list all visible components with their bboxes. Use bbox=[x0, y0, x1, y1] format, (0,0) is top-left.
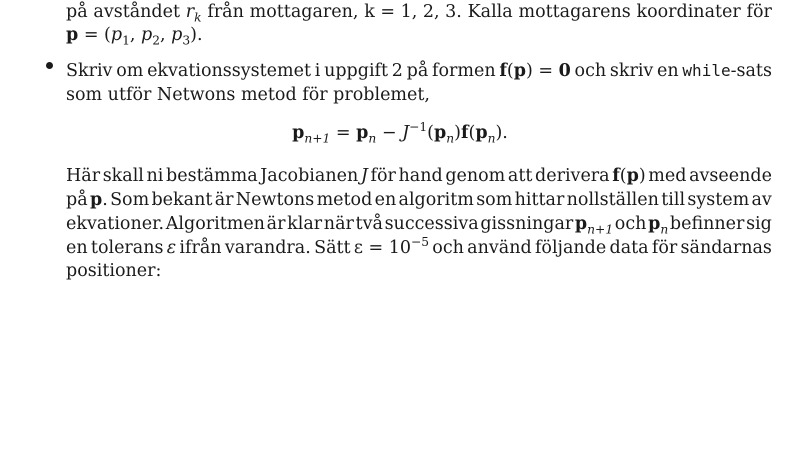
word: för bbox=[370, 166, 396, 186]
math-symbol: ). bbox=[190, 25, 203, 45]
word: avståndet bbox=[93, 2, 181, 22]
math-epsilon: ε bbox=[166, 238, 177, 258]
word: algoritm bbox=[398, 190, 474, 210]
word: till bbox=[661, 190, 686, 210]
word: sändarnas bbox=[680, 238, 772, 258]
word: derivera bbox=[535, 166, 610, 186]
math-symbol: = ( bbox=[78, 25, 111, 45]
word: följande bbox=[534, 238, 607, 258]
math-p-n-plus-1: $p_{n+1}$ bbox=[574, 214, 614, 237]
newton-equation: $p_{n+1} = p_n - J^{-1}(p_n)f(p_n)$. bbox=[292, 120, 508, 146]
word: Sätt bbox=[314, 238, 351, 258]
word: metod bbox=[316, 190, 373, 210]
word: när bbox=[323, 214, 354, 234]
word: använd bbox=[467, 238, 532, 258]
word: successiva bbox=[384, 214, 479, 234]
word: och bbox=[614, 214, 647, 234]
word: är bbox=[214, 190, 234, 210]
word: en bbox=[374, 190, 397, 210]
word: formen bbox=[432, 61, 496, 81]
word: skriv bbox=[609, 61, 654, 81]
word: 2 bbox=[391, 61, 403, 81]
word: sig bbox=[746, 214, 772, 234]
word: och bbox=[432, 238, 464, 258]
bullet-icon bbox=[46, 62, 53, 69]
bullet-line2: som utför Netwons metod för problemet, bbox=[66, 85, 430, 105]
word: Jacobianen bbox=[260, 166, 359, 186]
math-p-bold: p. bbox=[89, 190, 108, 210]
word: klar bbox=[287, 214, 323, 234]
word: Som bbox=[110, 190, 150, 210]
word: genom bbox=[445, 166, 506, 186]
code-while: while-sats bbox=[682, 61, 772, 81]
paragraph2-line1 bbox=[66, 164, 772, 188]
word: hittar bbox=[514, 190, 565, 210]
word: nollställen bbox=[566, 190, 659, 210]
word: avseende bbox=[689, 166, 772, 186]
paragraph2-line2 bbox=[66, 188, 772, 212]
math-f-of-p-equals-zero: f(p) = 0 bbox=[499, 61, 571, 81]
word: Newtons bbox=[235, 190, 315, 210]
word: befinner bbox=[669, 214, 745, 234]
word: hand bbox=[398, 166, 443, 186]
word: med bbox=[648, 166, 687, 186]
word: mottagaren, bbox=[249, 2, 359, 22]
word: Algoritmen bbox=[165, 214, 265, 234]
word: ekvationssystemet bbox=[147, 61, 311, 81]
word: bekant bbox=[151, 190, 213, 210]
word: om bbox=[116, 61, 144, 81]
word: på bbox=[66, 190, 88, 210]
word: en bbox=[657, 61, 679, 81]
word: av bbox=[751, 190, 772, 210]
paragraph2-line4 bbox=[66, 236, 772, 260]
bullet-line1 bbox=[66, 59, 772, 83]
math-sub: 1 bbox=[122, 33, 130, 48]
word: två bbox=[355, 214, 383, 234]
word: uppgift bbox=[324, 61, 389, 81]
paragraph2-line5: positioner: bbox=[66, 261, 162, 281]
math-r-k: $r_k$ bbox=[185, 2, 202, 25]
math-sub: 3 bbox=[182, 33, 191, 48]
math-p-n: $p_n$ bbox=[648, 214, 669, 237]
word: en bbox=[66, 238, 88, 258]
word: koordinater bbox=[636, 2, 741, 22]
paragraph1-line1 bbox=[66, 0, 772, 24]
word: på bbox=[406, 61, 429, 81]
math-p1: p bbox=[110, 25, 123, 45]
word: på bbox=[66, 2, 88, 22]
word: Skriv bbox=[66, 61, 113, 81]
math-p-bold: p bbox=[66, 25, 79, 45]
paragraph1-line2 bbox=[66, 23, 203, 47]
math-symbol: , bbox=[160, 25, 172, 45]
word: varandra. bbox=[224, 238, 311, 258]
word: för bbox=[746, 2, 772, 22]
word: att bbox=[507, 166, 533, 186]
math-epsilon-value: $\varepsilon = 10^{-5}$ bbox=[353, 235, 430, 258]
word: som bbox=[476, 190, 513, 210]
word: för bbox=[651, 238, 678, 258]
word: skall bbox=[102, 166, 144, 186]
math-sub: 2 bbox=[152, 33, 161, 48]
math-p2: p bbox=[141, 25, 153, 45]
word: ifrån bbox=[179, 238, 222, 258]
word: Kalla bbox=[467, 2, 513, 22]
word: i bbox=[314, 61, 321, 81]
word: bestämma bbox=[166, 166, 258, 186]
word: och bbox=[574, 61, 607, 81]
word: ni bbox=[146, 166, 164, 186]
math-f-of-p: f(p) bbox=[612, 166, 646, 186]
word: system bbox=[687, 190, 750, 210]
word: är bbox=[266, 214, 286, 234]
word: från bbox=[207, 2, 244, 22]
word: ekvationer. bbox=[66, 214, 165, 234]
word: tolerans bbox=[90, 238, 164, 258]
word: data bbox=[609, 238, 649, 258]
word: Här bbox=[66, 166, 101, 186]
math-k-values: k = 1, 2, 3. bbox=[364, 2, 462, 22]
math-symbol: , bbox=[129, 25, 142, 45]
word: gissningar bbox=[480, 214, 574, 234]
word: mottagarens bbox=[518, 2, 631, 22]
math-J: J bbox=[360, 166, 368, 186]
paragraph2-line3 bbox=[66, 212, 772, 236]
math-p3: p bbox=[171, 25, 183, 45]
